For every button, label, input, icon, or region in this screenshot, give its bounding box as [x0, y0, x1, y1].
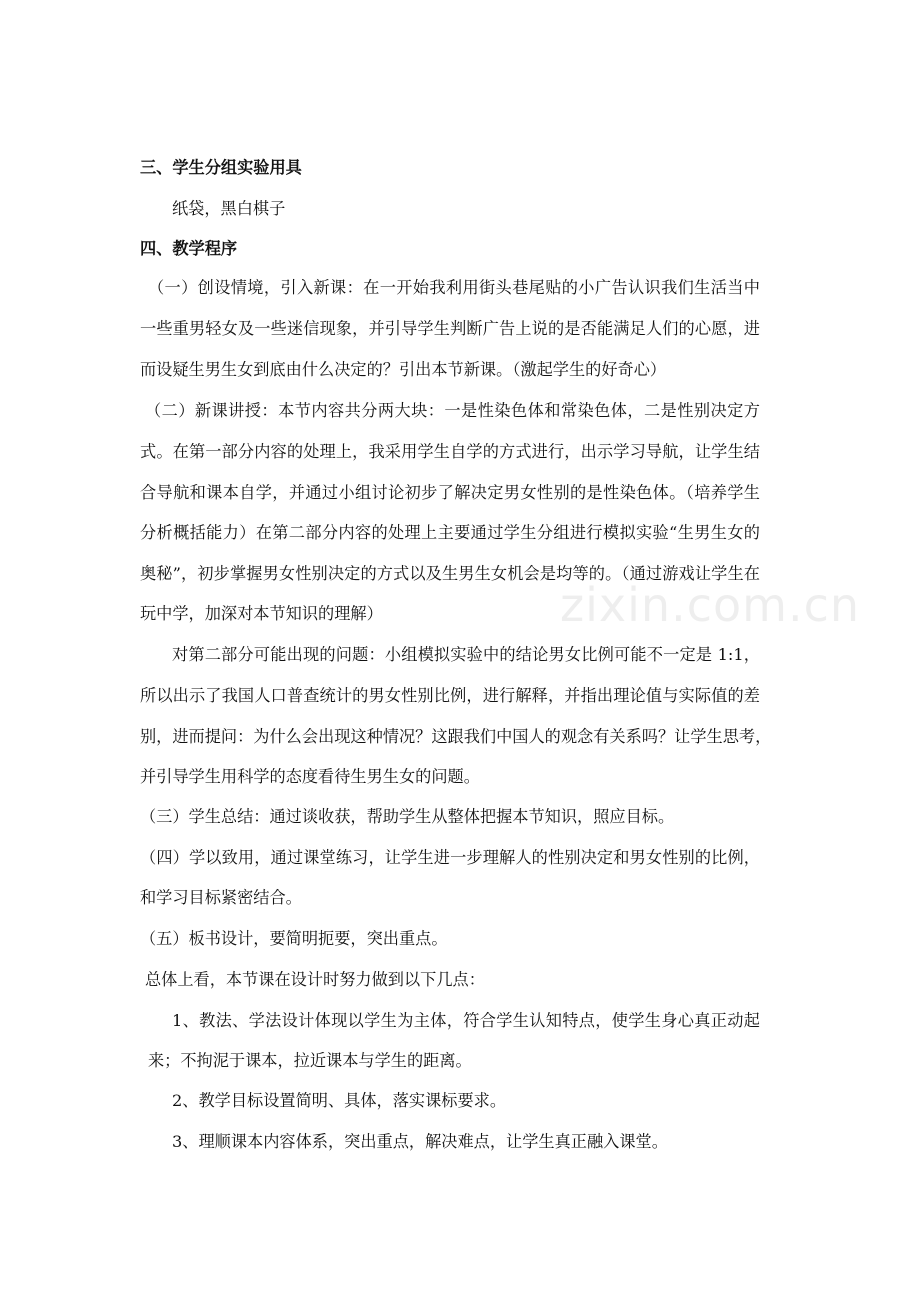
paragraph-line: 式。在第一部分内容的处理上，我采用学生自学的方式进行，出示学习导航，让学生结 — [140, 442, 760, 461]
section-heading-materials: 三、学生分组实验用具 — [140, 158, 302, 177]
paragraph-line: 奥秘”，初步掌握男女性别决定的方式以及生男生女机会是均等的。（通过游戏让学生在 — [140, 564, 760, 583]
paragraph-line: 一些重男轻女及一些迷信现象，并引导学生判断广告上说的是否能满足人们的心愿，进 — [140, 319, 760, 338]
paragraph-line: 并引导学生用科学的态度看待生男生女的问题。 — [140, 767, 480, 786]
paragraph-line: （四）学以致用，通过课堂练习，让学生进一步理解人的性别决定和男女性别的比例， — [140, 848, 760, 867]
paragraph-line: 来；不拘泥于课本，拉近课本与学生的距离。 — [148, 1051, 472, 1070]
paragraph-line: （一）创设情境，引入新课：在一开始我利用街头巷尾贴的小广告认识我们生活当中 — [148, 278, 760, 297]
paragraph-line: （三）学生总结：通过谈收获，帮助学生从整体把握本节知识，照应目标。 — [140, 807, 675, 826]
paragraph-line: （五）板书设计，要简明扼要，突出重点。 — [140, 929, 448, 948]
paragraph-line: 所以出示了我国人口普查统计的男女性别比例，进行解释，并指出理论值与实际值的差 — [140, 686, 760, 705]
paragraph-line: 总体上看，本节课在设计时努力做到以下几点： — [145, 970, 485, 989]
paragraph-line: 分析概括能力）在第二部分内容的处理上主要通过学生分组进行模拟实验“生男生女的 — [140, 523, 760, 542]
paragraph-line: 和学习目标紧密结合。 — [140, 888, 302, 907]
paragraph-line: 别，进而提问：为什么会出现这种情况？这跟我们中国人的观念有关系吗？让学生思考， — [140, 727, 772, 746]
paragraph-line: 1、教法、学法设计体现以学生为主体，符合学生认知特点，使学生身心真正动起 — [172, 1011, 760, 1030]
paragraph-line: 而设疑生男生女到底由什么决定的？引出本节新课。（激起学生的好奇心） — [140, 360, 667, 379]
paragraph-line: 3、理顺课本内容体系，突出重点，解决难点，让学生真正融入课堂。 — [172, 1132, 668, 1151]
paragraph-line: 对第二部分可能出现的问题：小组模拟实验中的结论男女比例可能不一定是 1:1， — [172, 645, 760, 664]
paragraph-line: 合导航和课本自学，并通过小组讨论初步了解决定男女性别的是性染色体。（培养学生 — [140, 483, 760, 502]
watermark: zixin.com.cn — [560, 578, 861, 632]
paragraph-line: 2、教学目标设置简明、具体，落实课标要求。 — [172, 1091, 507, 1110]
materials-text: 纸袋，黑白棋子 — [172, 199, 286, 218]
paragraph-line: 玩中学，加深对本节知识的理解） — [140, 604, 383, 623]
section-heading-procedure: 四、教学程序 — [140, 239, 238, 258]
paragraph-line: （二）新课讲授：本节内容共分两大块：一是性染色体和常染色体，二是性别决定方 — [145, 401, 760, 420]
